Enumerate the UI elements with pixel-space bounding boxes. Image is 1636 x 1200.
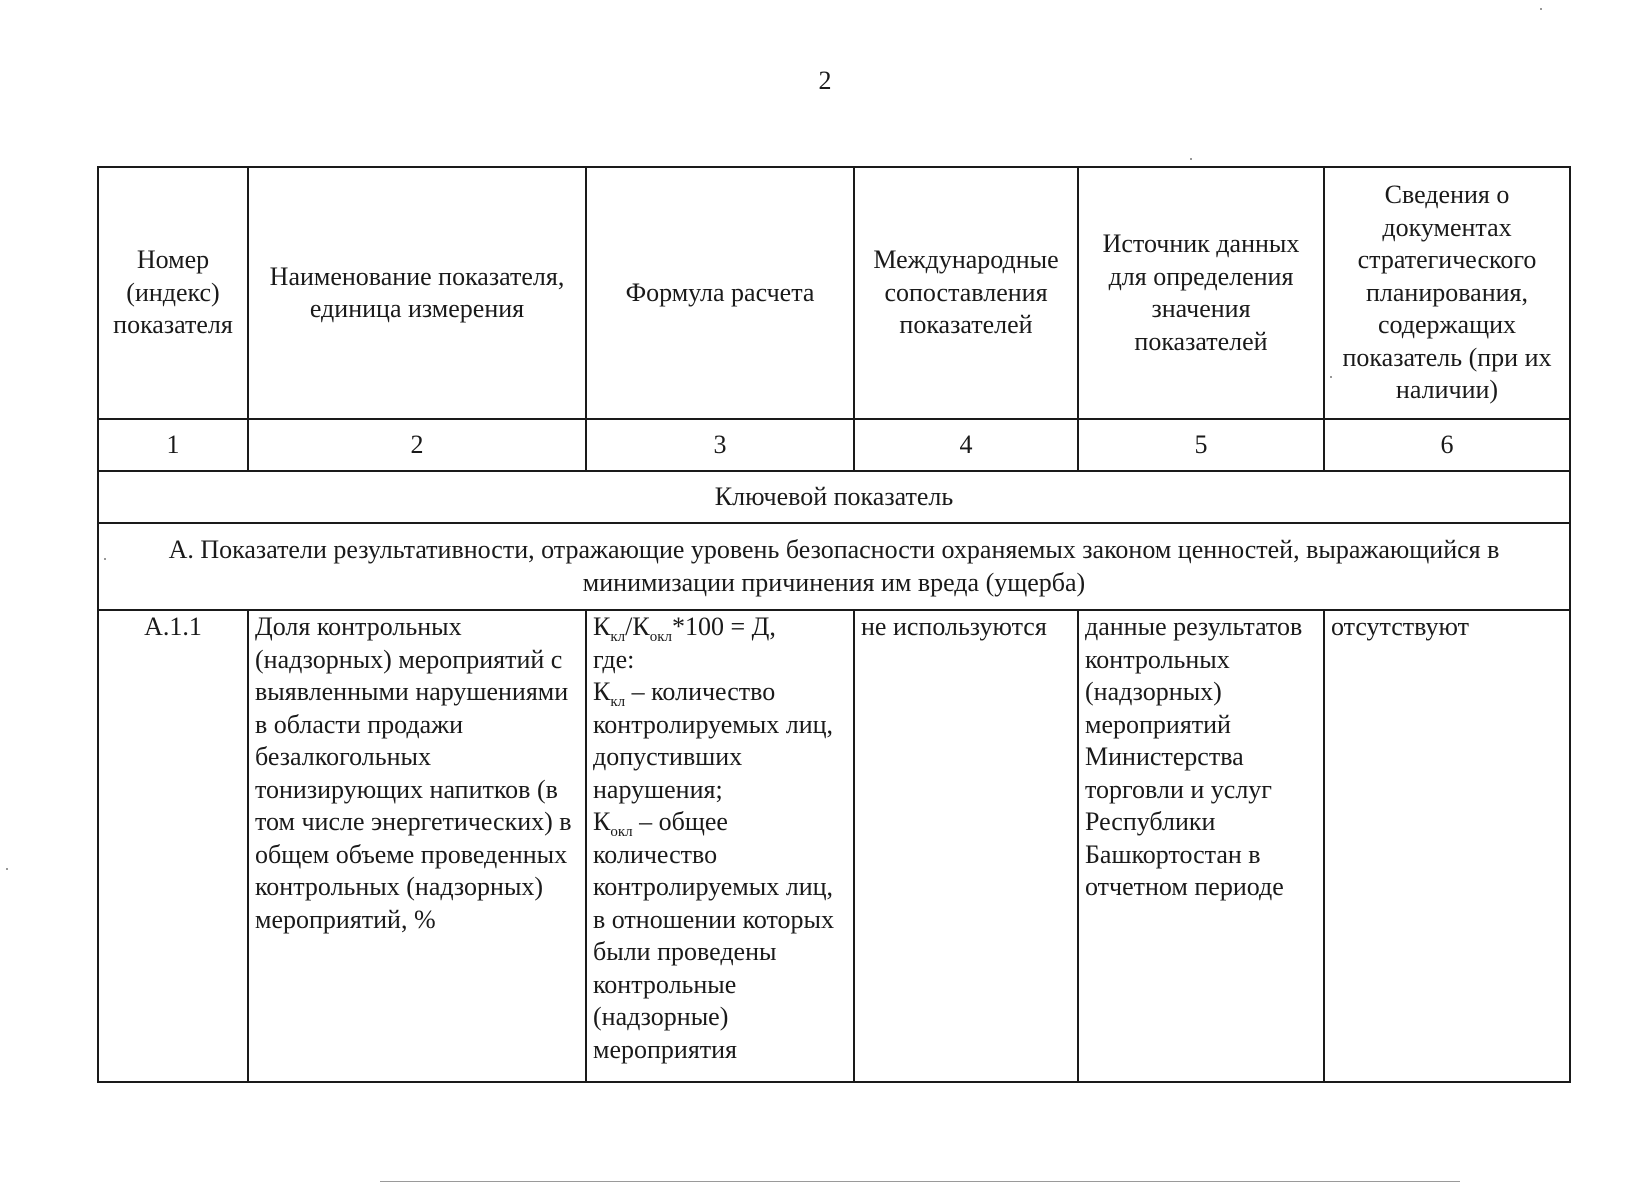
scan-speck (1190, 158, 1192, 160)
header-index: Номер (индекс) показателя (98, 167, 248, 419)
formula-def-2: общее количество контролируемых лиц, в отношении которых были проведены контрольные (надзорные) мероприятия (593, 807, 834, 1064)
column-number: 6 (1324, 419, 1570, 471)
indicators-table (97, 166, 1571, 1083)
formula-k: К (593, 807, 611, 836)
header-name: Наименование показателя, единица измерения (248, 167, 586, 419)
row-source: данные результатов контрольных (надзорных) мероприятий Министерства торговли и услуг Республики Башкортостан в отчетном периоде (1078, 610, 1324, 1082)
formula-dash: – (625, 677, 652, 706)
table-row (98, 610, 1570, 1082)
formula-tail: *100 = Д, (671, 612, 776, 641)
scan-speck (1330, 376, 1332, 378)
row-documents: отсутствуют (1324, 610, 1570, 1082)
column-number: 5 (1078, 419, 1324, 471)
column-numbers-row (98, 419, 1570, 471)
row-index: А.1.1 (98, 610, 248, 1082)
scan-speck (1540, 8, 1542, 10)
column-number: 3 (586, 419, 854, 471)
formula-def-1: количество контролируемых лиц, допустивших нарушения; (593, 677, 834, 804)
scan-speck (6, 868, 8, 870)
row-formula (586, 610, 854, 1082)
formula-k: К (593, 612, 611, 641)
row-international: не используются (854, 610, 1078, 1082)
scan-edge-line (380, 1181, 1460, 1182)
header-international: Международные сопоставления показателей (854, 167, 1078, 419)
formula-where: где: (593, 644, 635, 674)
scan-speck (104, 558, 106, 560)
header-source: Источник данных для определения значения показателей (1078, 167, 1324, 419)
key-indicator-row (98, 471, 1570, 523)
column-number: 1 (98, 419, 248, 471)
formula-sub-okl: окл (649, 629, 672, 646)
row-name: Доля контрольных (надзорных) мероприятий с выявленными нарушениями в области продажи безалкогольных тонизирующих напитков (в том числе энергетических) в общем объеме проведенных контрольных (надзорных) мероприятий, % (248, 610, 586, 1082)
formula-k: К (632, 612, 650, 641)
formula-dash: – (632, 807, 659, 836)
formula-sub-kl: кл (610, 629, 626, 646)
header-documents: Сведения о документах стратегического планирования, содержащих показатель (при их наличии) (1324, 167, 1570, 419)
section-title: А. Показатели результативности, отражающие уровень безопасности охраняемых законом ценностей, выражающийся в минимизации причинения им вреда (ущерба) (98, 523, 1570, 610)
section-row (98, 523, 1570, 610)
column-number: 4 (854, 419, 1078, 471)
formula-sub-kl: кл (610, 694, 626, 711)
key-indicator-label: Ключевой показатель (98, 471, 1570, 523)
table-header-row (98, 167, 1570, 419)
formula-sub-okl: окл (610, 824, 633, 841)
formula-k: К (593, 677, 611, 706)
column-number: 2 (248, 419, 586, 471)
header-formula: Формула расчета (586, 167, 854, 419)
page-number: 2 (818, 66, 832, 95)
formula-slash: / (625, 612, 633, 641)
